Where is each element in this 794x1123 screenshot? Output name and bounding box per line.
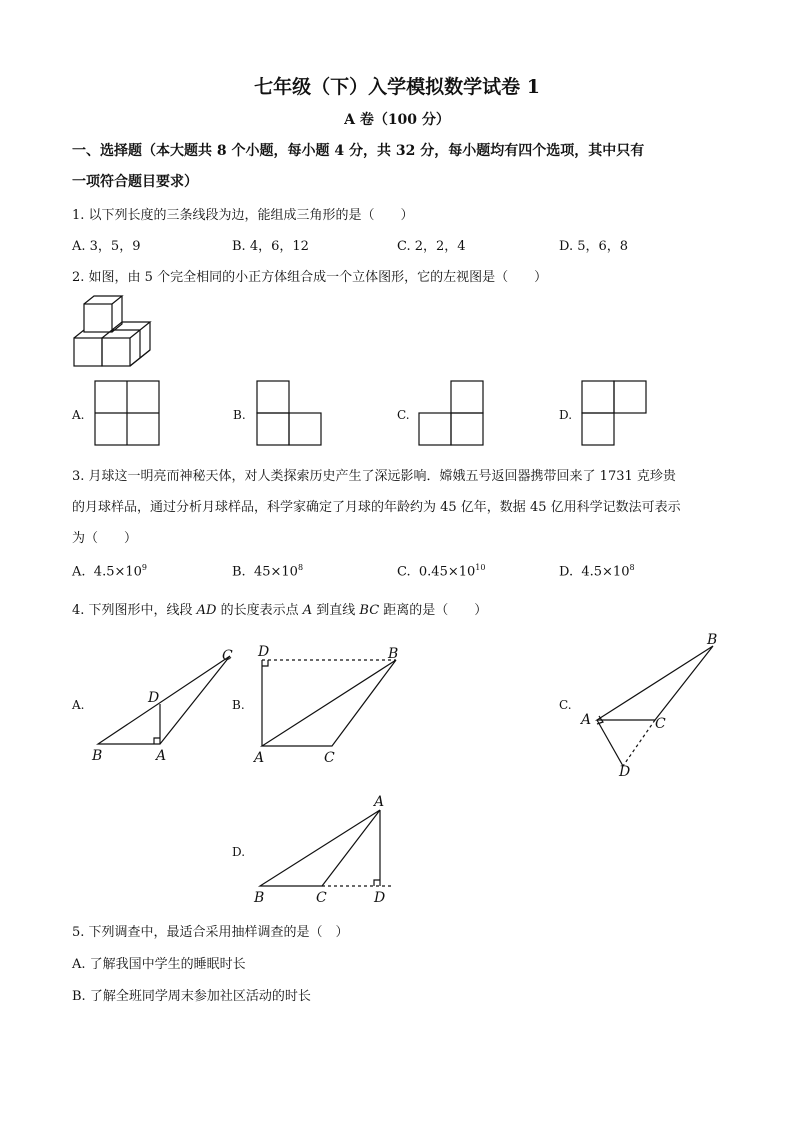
q2-label-c: C.	[397, 408, 410, 422]
q4b-point-d: D	[258, 644, 270, 660]
q4a-point-a: A	[156, 748, 167, 764]
question-3-line2: 的月球样品，通过分析月球样品，科学家确定了月球的年龄约为 45 亿年，数据 45 亿用科学记数法可表示	[72, 500, 681, 515]
q1-option-a: A. 3，5，9	[72, 239, 141, 254]
q4a-point-b: B	[92, 748, 103, 764]
q4c-point-b: B	[707, 632, 718, 648]
section-heading-line2: 一项符合题目要求）	[72, 174, 198, 190]
page-title: 七年级（下）入学模拟数学试卷 1	[254, 76, 540, 98]
q4-figure-c	[575, 628, 725, 778]
q4c-point-c: C	[655, 716, 666, 732]
q5-option-b: B. 了解全班同学周末参加社区活动的时长	[72, 989, 311, 1004]
q3-option-c: C. $0.45\times 10^{10}$	[397, 563, 486, 580]
question-3-line3: 为（ ）	[72, 531, 138, 546]
section-heading-line1: 一、选择题（本大题共 8 个小题，每小题 4 分，共 32 分，每小题均有四个选项，其中只有	[72, 143, 645, 159]
q2-label-d: D.	[559, 408, 573, 422]
question-1-stem: 1. 以下列长度的三条线段为边，能组成三角形的是（ ）	[72, 208, 414, 223]
cube-figure	[70, 290, 160, 372]
q2-label-a: A.	[72, 408, 85, 422]
q4d-point-d: D	[374, 890, 386, 906]
q4b-point-c: C	[324, 750, 335, 766]
question-5-stem: 5. 下列调查中，最适合采用抽样调查的是（ ）	[72, 925, 349, 940]
q4-figure-b	[250, 640, 410, 770]
q4b-point-a: A	[254, 750, 265, 766]
q4-label-a: A.	[72, 698, 85, 712]
q2-label-b: B.	[233, 408, 246, 422]
q2-view-a	[92, 378, 164, 450]
q4-figure-a	[88, 642, 243, 767]
q1-option-b: B. 4，6，12	[232, 239, 309, 254]
q4a-point-d: D	[148, 690, 160, 706]
q4b-point-b: B	[388, 646, 399, 662]
q4c-point-d: D	[619, 764, 631, 778]
q3-option-b: B. $45\times 10^8$	[232, 563, 304, 580]
q4c-point-a: A	[581, 712, 592, 728]
q4d-point-a: A	[374, 794, 385, 810]
q4-label-d: D.	[232, 845, 246, 859]
q4-label-b: B.	[232, 698, 245, 712]
q4d-point-c: C	[316, 890, 327, 906]
q2-view-c	[416, 378, 488, 450]
q2-view-b	[254, 378, 326, 450]
q1-option-d: D. 5，6，8	[559, 239, 629, 254]
q4a-point-c: C	[222, 648, 233, 664]
question-2-stem: 2. 如图，由 5 个完全相同的小正方体组合成一个立体图形，它的左视图是（ ）	[72, 270, 548, 285]
q1-option-c: C. 2，2，4	[397, 239, 466, 254]
q3-option-d: D. $4.5\times 10^8$	[559, 563, 635, 580]
q4-label-c: C.	[559, 698, 572, 712]
q4d-point-b: B	[254, 890, 265, 906]
question-4-stem: 4. 下列图形中，线段 AD 的长度表示点 A 到直线 BC 距离的是（ ）	[72, 603, 488, 618]
q5-option-a: A. 了解我国中学生的睡眠时长	[72, 957, 246, 972]
section-subtitle: A 卷（100 分）	[344, 112, 450, 128]
q4-figure-d	[250, 792, 400, 912]
q2-view-d	[579, 378, 651, 450]
q3-option-a: A. $4.5\times 10^9$	[72, 563, 147, 580]
question-3-line1: 3. 月球这一明亮而神秘天体，对人类探索历史产生了深远影响．嫦娥五号返回器携带回来了 1731 克珍贵	[72, 469, 676, 484]
